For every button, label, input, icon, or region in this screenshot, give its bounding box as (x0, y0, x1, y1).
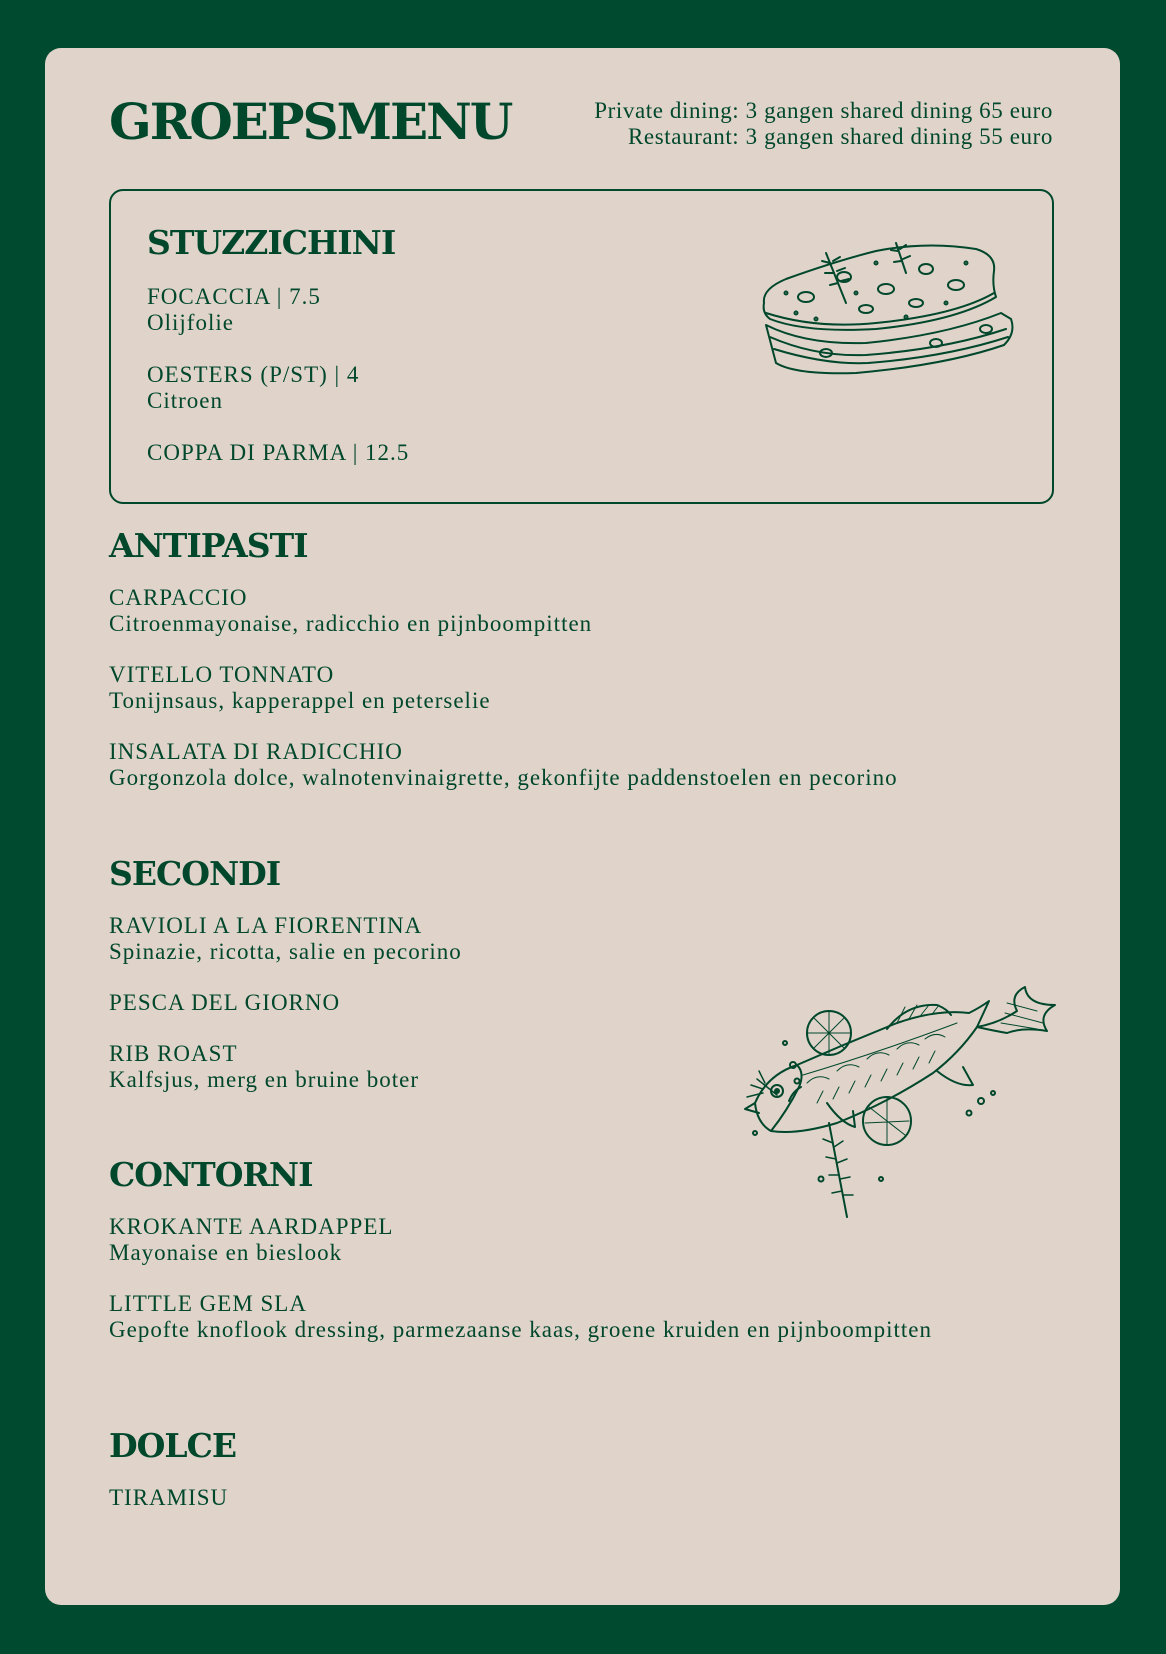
item-description: Citroen (147, 388, 223, 413)
section-antipasti (109, 526, 898, 816)
item-name: TIRAMISU (109, 1485, 229, 1510)
restaurant-price: Restaurant: 3 gangen shared dining 55 euro (627, 124, 1053, 149)
item-description: Gorgonzola dolce, walnotenvinaigrette, gekonfijte paddenstoelen en pecorino (109, 765, 898, 790)
private-dining-price: Private dining: 3 gangen shared dining 65 euro (594, 98, 1053, 123)
menu-item (109, 1291, 932, 1343)
item-name: INSALATA DI RADICCHIO (109, 739, 403, 764)
fish-icon (737, 983, 1067, 1228)
item-description: Spinazie, ricotta, salie en pecorino (109, 939, 462, 964)
item-description: Mayonaise en bieslook (109, 1240, 343, 1265)
menu-item (109, 1485, 236, 1511)
menu-item (147, 362, 409, 414)
menu-item (109, 990, 462, 1016)
menu-item (147, 440, 409, 466)
item-name: COPPA DI PARMA | 12.5 (147, 440, 410, 465)
stuzzichini-box (109, 189, 1054, 504)
section-title-contorni: CONTORNI (109, 1155, 313, 1194)
item-description: Gepofte knoflook dressing, parmezaanse kaas, groene kruiden en pijnboompitten (109, 1317, 932, 1342)
menu-item (109, 585, 898, 637)
item-name: LITTLE GEM SLA (109, 1291, 307, 1316)
menu-item (109, 913, 462, 965)
pricing-info (594, 98, 1053, 150)
section-dolce (109, 1426, 236, 1536)
section-title-stuzzichini: STUZZICHINI (147, 223, 396, 262)
item-name: RIB ROAST (109, 1041, 238, 1066)
section-title-secondi: SECONDI (109, 854, 281, 893)
section-title-antipasti: ANTIPASTI (109, 526, 308, 565)
menu-item (109, 662, 898, 714)
item-name: KROKANTE AARDAPPEL (109, 1214, 394, 1239)
item-description: Tonijnsaus, kapperappel en peterselie (109, 688, 491, 713)
item-description: Olijfolie (147, 310, 234, 335)
item-name: RAVIOLI A LA FIORENTINA (109, 913, 423, 938)
item-name: FOCACCIA | 7.5 (147, 284, 321, 309)
item-name: CARPACCIO (109, 585, 248, 610)
menu-item (109, 1041, 462, 1093)
stuzzichini-items (147, 284, 409, 492)
section-secondi (109, 854, 462, 1118)
menu-card (45, 48, 1120, 1605)
page-title: GROEPSMENU (109, 92, 512, 151)
menu-item (147, 284, 409, 336)
item-name: PESCA DEL GIORNO (109, 990, 341, 1015)
item-description: Citroenmayonaise, radicchio en pijnboompitten (109, 611, 593, 636)
menu-item (109, 739, 898, 791)
section-title-dolce: DOLCE (109, 1426, 236, 1465)
item-description: Kalfsjus, merg en bruine boter (109, 1067, 419, 1092)
item-name: VITELLO TONNATO (109, 662, 335, 687)
focaccia-icon (756, 233, 1021, 378)
item-name: OESTERS (P/ST) | 4 (147, 362, 360, 387)
